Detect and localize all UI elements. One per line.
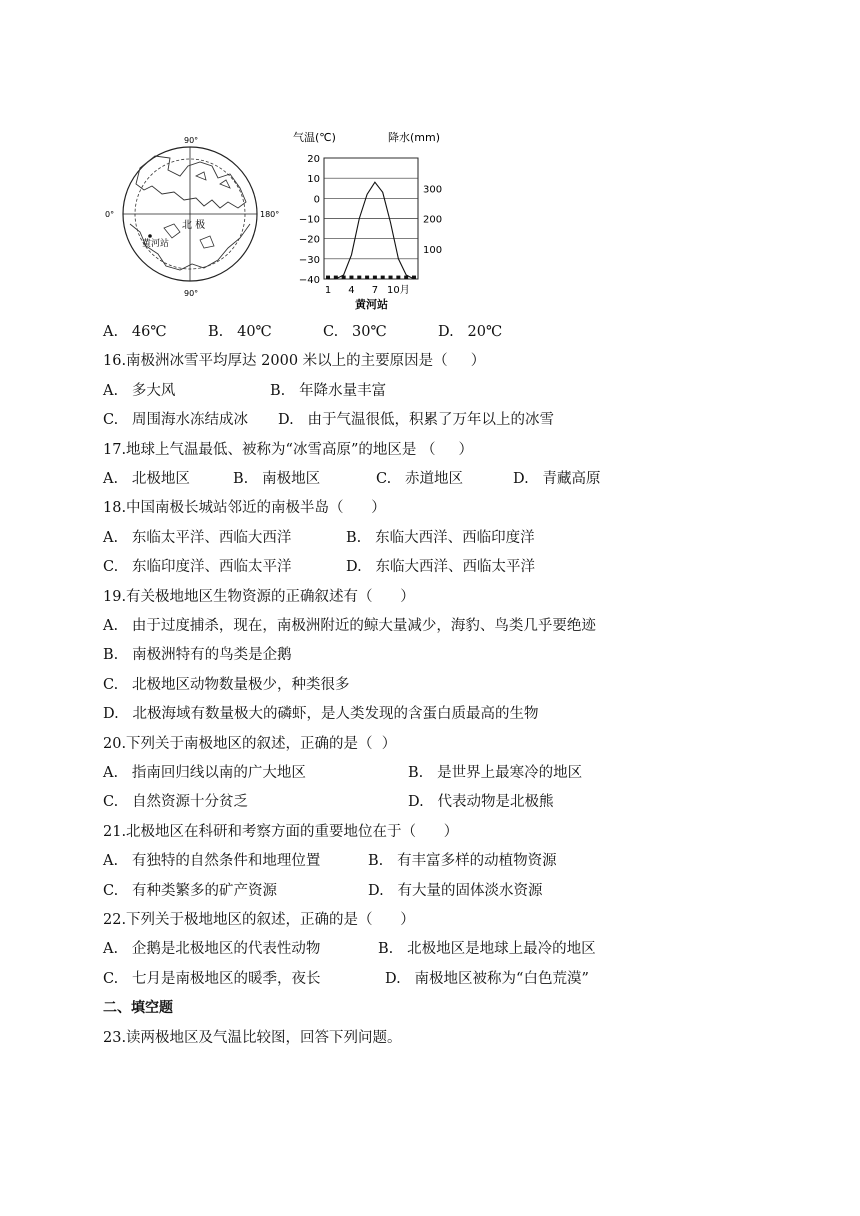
question-text: 22.下列关于极地地区的叙述，正确的是（ ） — [103, 912, 415, 928]
answer-option: B. 南极地区 — [233, 471, 321, 487]
map-lon-top: 90° — [184, 136, 199, 145]
answer-option: C. 赤道地区 — [376, 471, 464, 487]
answer-option: C. 自然资源十分贫乏 — [103, 794, 249, 810]
precip-bar — [357, 276, 361, 279]
question-text: 20.下列关于南极地区的叙述，正确的是（ ） — [103, 736, 397, 752]
answer-option: A. 多大风 — [103, 383, 176, 399]
answer-option: D. 由于气温很低，积累了万年以上的冰雪 — [278, 412, 555, 428]
precip-bar — [373, 276, 377, 279]
answer-option: A. 北极地区 — [103, 471, 190, 487]
x-tick-label: 1 — [324, 285, 332, 296]
y-left-tick-label: −20 — [298, 234, 320, 246]
answer-option: D. 20℃ — [438, 324, 503, 340]
answer-option: B. 东临大西洋、西临印度洋 — [346, 530, 535, 546]
answer-option: A. 指南回归线以南的广大地区 — [103, 765, 306, 781]
answer-option: B. 是世界上最寒冷的地区 — [408, 765, 583, 781]
answer-option: B. 40℃ — [208, 324, 272, 340]
y-left-tick-label: 0 — [313, 194, 320, 206]
arctic-map — [105, 136, 279, 298]
y-left-tick-label: −10 — [298, 214, 320, 226]
answer-option: C. 有种类繁多的矿产资源 — [103, 883, 278, 899]
chart-ylabel-right: 降水(mm) — [388, 131, 441, 144]
map-pole-label: 北 极 — [182, 220, 206, 231]
map-station-label: 黄河站 — [142, 239, 170, 249]
answer-option: B. 有丰富多样的动植物资源 — [368, 853, 557, 869]
answer-option: D. 青藏高原 — [513, 471, 601, 487]
precip-bar — [396, 276, 400, 279]
answer-option: B. 北极地区是地球上最冷的地区 — [378, 941, 596, 957]
y-left-tick-label: −40 — [298, 275, 320, 286]
answer-option: A. 有独特的自然条件和地理位置 — [103, 853, 321, 869]
y-left-tick-label: 20 — [307, 154, 320, 165]
y-left-tick-label: 10 — [307, 174, 320, 186]
figure-svg — [100, 128, 450, 318]
question-text: 21.北极地区在科研和考察方面的重要地位在于（ ） — [103, 824, 459, 840]
question-text: 19.有关极地地区生物资源的正确叙述有（ ） — [103, 589, 415, 605]
chart-ylabel-left: 气温(℃) — [293, 131, 336, 144]
answer-option: D. 东临大西洋、西临太平洋 — [346, 559, 536, 575]
answer-option: B. 南极洲特有的鸟类是企鹅 — [103, 647, 292, 663]
y-right-tick-label: 300 — [423, 184, 443, 196]
answer-option: C. 30℃ — [323, 324, 387, 340]
answer-option: D. 南极地区被称为“白色荒漠” — [385, 971, 589, 987]
answer-option: D. 代表动物是北极熊 — [408, 794, 554, 810]
question-text: 16.南极洲冰雪平均厚达 2000 米以上的主要原因是（ ） — [103, 353, 486, 369]
answer-option: B. 年降水量丰富 — [270, 383, 387, 399]
answer-option: C. 东临印度洋、西临太平洋 — [103, 559, 292, 575]
climate-chart — [293, 130, 442, 311]
section-heading: 二、填空题 — [103, 1000, 173, 1016]
map-lon-bottom: 90° — [184, 289, 199, 298]
temperature-line — [328, 182, 414, 279]
question-text: 23.读两极地区及气温比较图，回答下列问题。 — [103, 1030, 402, 1046]
answer-option: D. 北极海域有数量极大的磷虾，是人类发现的含蛋白质最高的生物 — [103, 706, 539, 722]
chart-xlabel: 黄河站 — [355, 298, 388, 311]
answer-option: C. 七月是南极地区的暖季，夜长 — [103, 971, 321, 987]
answer-option: A. 企鹅是北极地区的代表性动物 — [103, 941, 321, 957]
figure — [100, 128, 450, 318]
answer-option: C. 周围海水冻结成冰 — [103, 412, 249, 428]
answer-option: A. 由于过度捕杀，现在，南极洲附近的鲸大量减少，海豹、鸟类几乎要绝迹 — [103, 618, 596, 634]
y-right-tick-label: 200 — [423, 214, 443, 226]
question-text: 17.地球上气温最低、被称为“冰雪高原”的地区是 （ ） — [103, 442, 474, 458]
answer-option: A. 46℃ — [103, 324, 167, 340]
answer-option: C. 北极地区动物数量极少，种类很多 — [103, 677, 350, 693]
x-tick-label: 10月 — [386, 285, 410, 296]
map-lon-right: 180° — [260, 210, 280, 219]
x-tick-label: 4 — [348, 285, 355, 296]
answer-option: A. 东临太平洋、西临大西洋 — [103, 530, 292, 546]
station-dot — [148, 234, 152, 238]
y-right-tick-label: 100 — [423, 244, 443, 256]
map-lon-left: 0° — [105, 210, 115, 219]
precip-bar — [381, 276, 385, 279]
x-tick-label: 7 — [371, 285, 379, 296]
answer-option: D. 有大量的固体淡水资源 — [368, 883, 543, 899]
precip-bar — [365, 276, 369, 279]
question-text: 18.中国南极长城站邻近的南极半岛（ ） — [103, 500, 386, 516]
precip-bar — [349, 276, 353, 279]
y-left-tick-label: −30 — [298, 254, 320, 266]
precip-bar — [389, 276, 393, 279]
